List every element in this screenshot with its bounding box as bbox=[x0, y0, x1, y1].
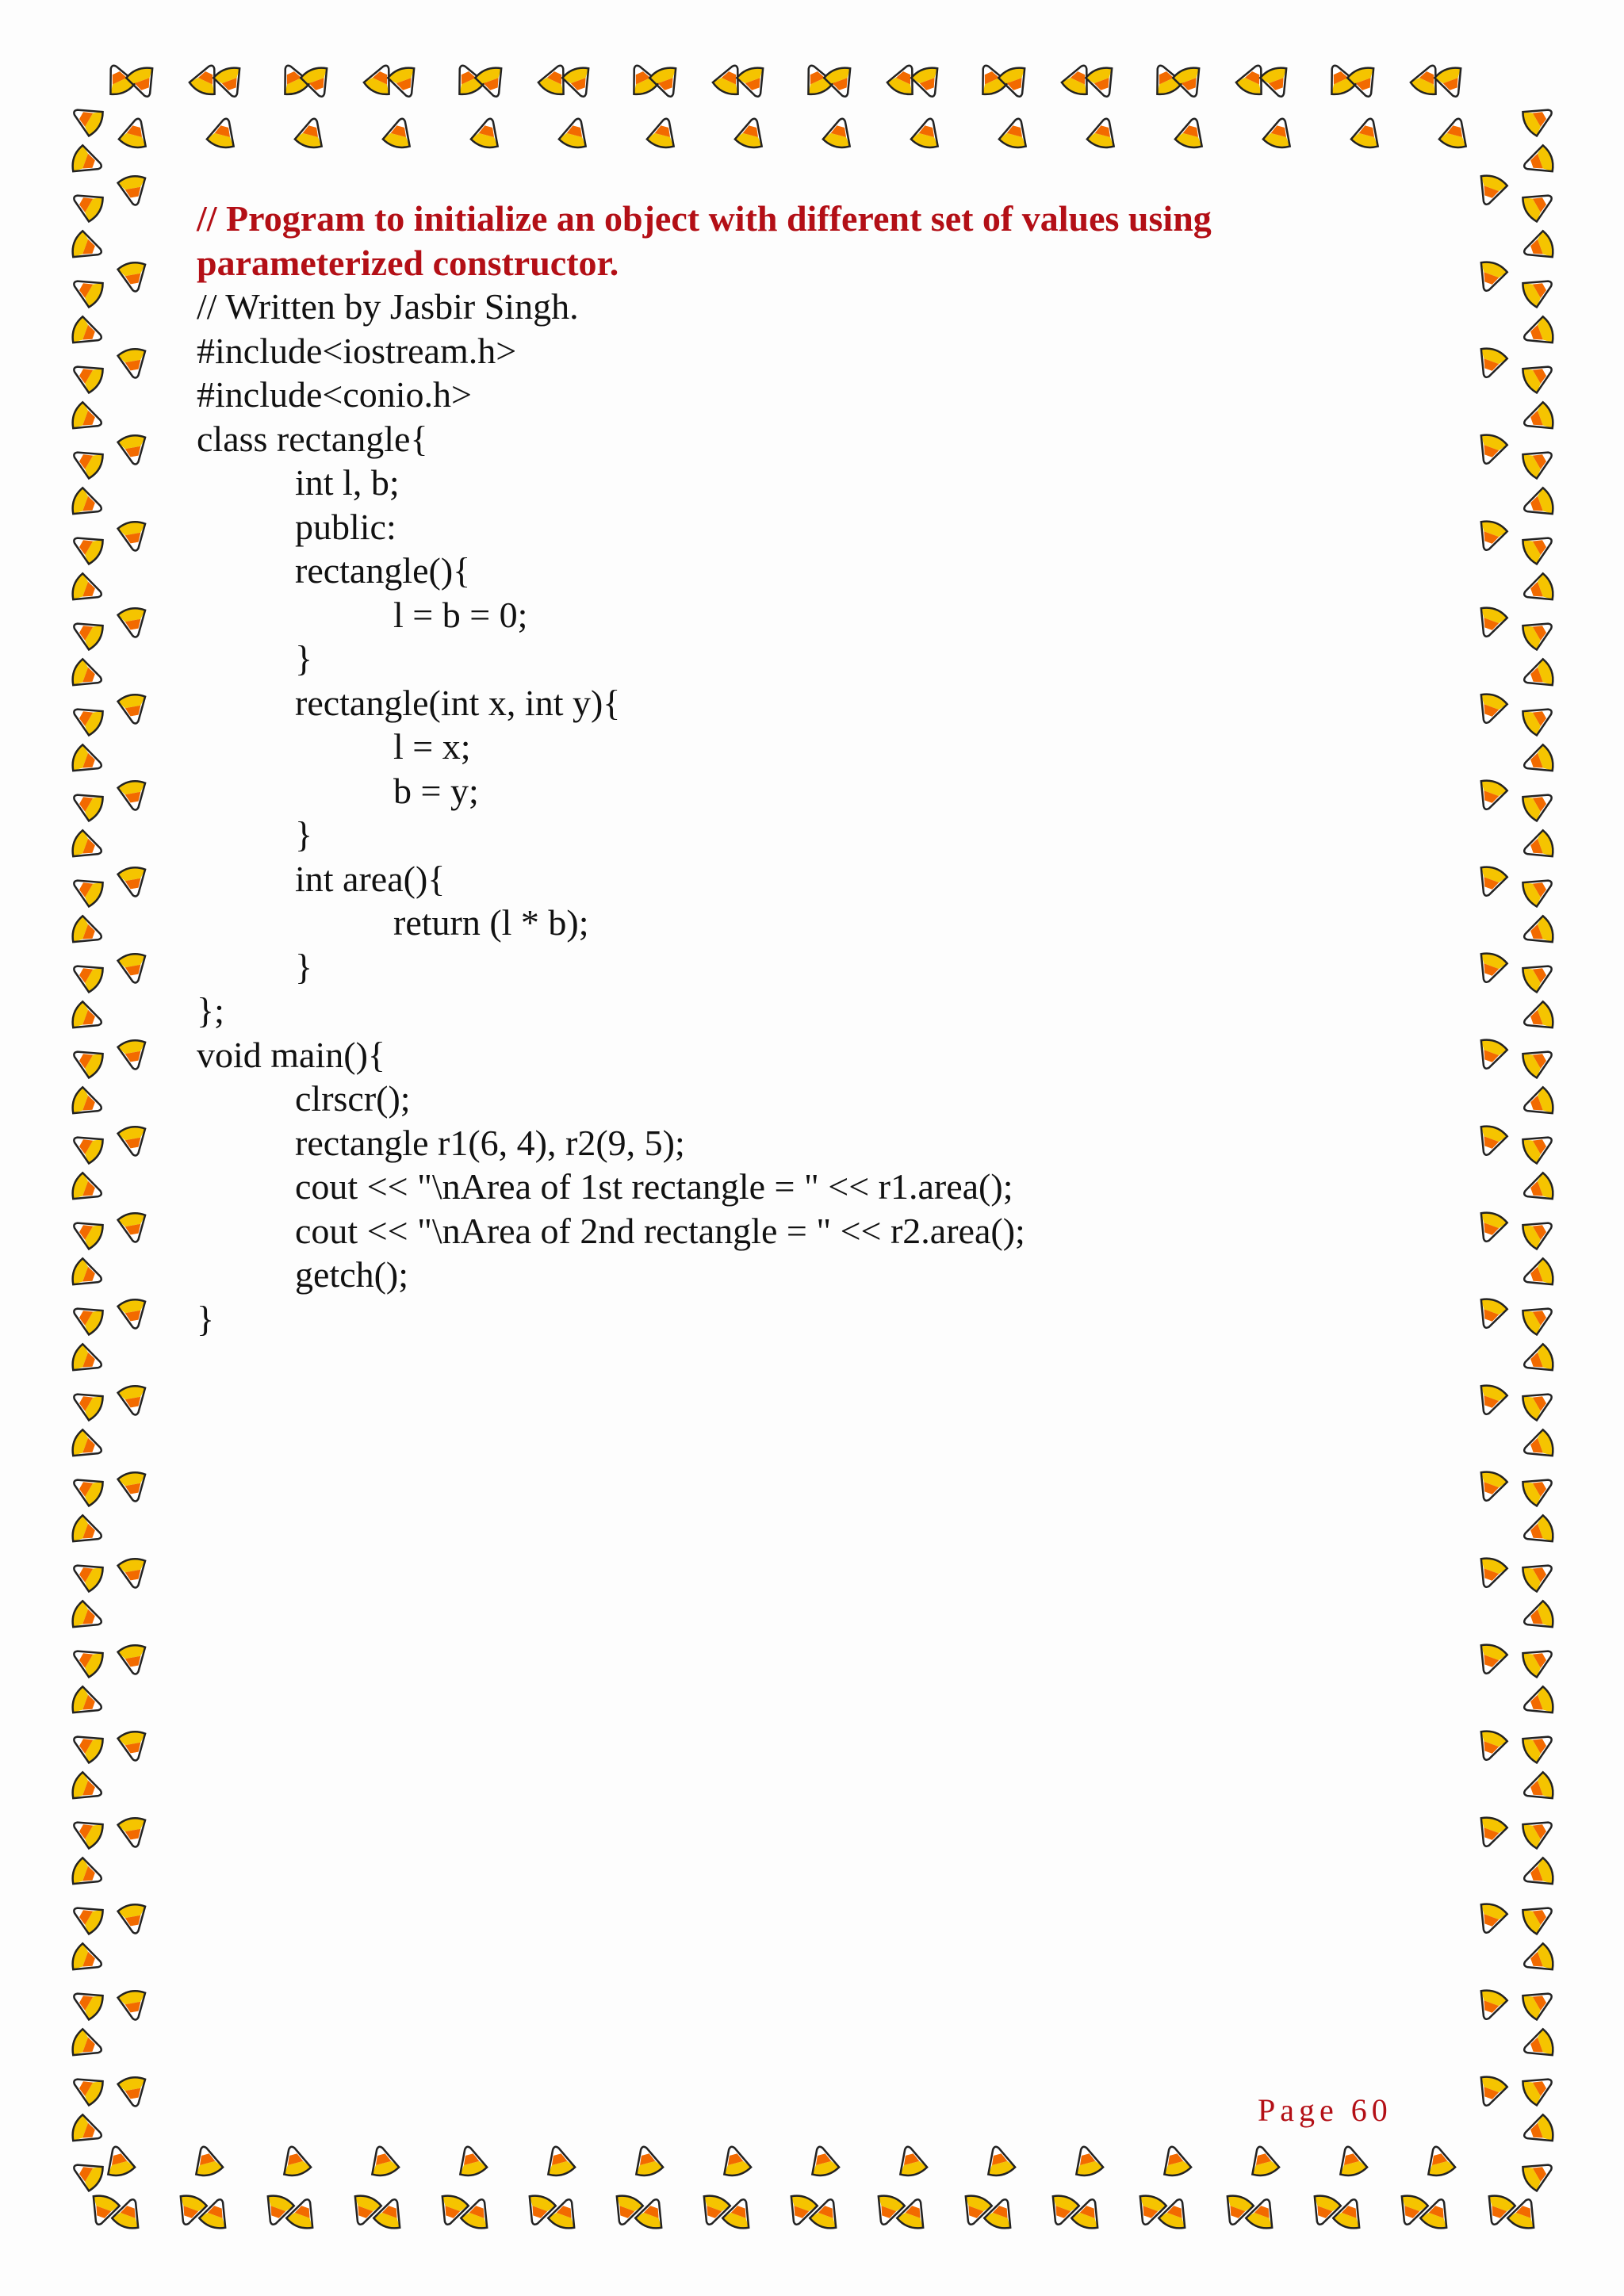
candy-corn-icon bbox=[1519, 1383, 1558, 1422]
candy-corn-icon bbox=[1132, 2193, 1167, 2229]
candy-corn-icon bbox=[1519, 1771, 1556, 1807]
candy-corn-icon bbox=[894, 2143, 928, 2178]
candy-corn-icon bbox=[1172, 65, 1208, 101]
candy-corn-icon bbox=[896, 2195, 932, 2231]
candy-corn-icon bbox=[1473, 1556, 1508, 1592]
candy-corn-icon bbox=[70, 144, 106, 180]
candy-corn-icon bbox=[70, 1942, 106, 1978]
candy-corn-icon bbox=[117, 779, 150, 813]
candy-corn-icon bbox=[1519, 2114, 1556, 2149]
candy-corn-icon bbox=[117, 1211, 150, 1245]
candy-corn-icon bbox=[1473, 432, 1508, 469]
candy-corn-icon bbox=[1519, 1857, 1556, 1892]
candy-corn-icon bbox=[117, 174, 150, 208]
candy-corn-icon bbox=[983, 2195, 1019, 2231]
candy-corn-icon bbox=[1332, 2195, 1368, 2231]
candy-corn-icon bbox=[117, 1989, 150, 2022]
candy-corn-icon bbox=[1473, 1728, 1508, 1765]
candy-corn-icon bbox=[117, 1816, 150, 1850]
candy-corn-icon bbox=[117, 1557, 150, 1590]
candy-corn-icon bbox=[1422, 2143, 1456, 2178]
candy-corn-icon bbox=[117, 1644, 150, 1677]
candy-corn-icon bbox=[822, 115, 856, 150]
candy-corn-icon bbox=[1519, 1600, 1556, 1636]
candy-corn-icon bbox=[387, 65, 423, 101]
candy-corn-icon bbox=[1071, 2195, 1106, 2231]
candy-corn-icon bbox=[1519, 744, 1556, 779]
code-line: cout << "\nArea of 2nd rectangle = " << r2.area(); bbox=[295, 1210, 1025, 1251]
candy-corn-icon bbox=[347, 2193, 382, 2229]
candy-corn-icon bbox=[67, 1298, 106, 1336]
candy-corn-icon bbox=[67, 1041, 106, 1079]
candy-corn-icon bbox=[67, 698, 106, 737]
candy-corn-icon bbox=[470, 115, 504, 150]
candy-corn-icon bbox=[1519, 1298, 1558, 1336]
candy-corn-icon bbox=[998, 115, 1032, 150]
candy-corn-icon bbox=[1519, 2068, 1558, 2107]
candy-corn-icon bbox=[474, 65, 510, 101]
code-line: int l, b; bbox=[295, 462, 400, 503]
candy-corn-icon bbox=[1519, 2154, 1558, 2192]
candy-corn-icon bbox=[1519, 356, 1558, 394]
candy-corn-icon bbox=[300, 65, 335, 101]
candy-corn-icon bbox=[67, 527, 106, 565]
page-content bbox=[197, 197, 1434, 1341]
candy-corn-icon bbox=[70, 1514, 106, 1550]
candy-corn-icon bbox=[67, 2154, 106, 2192]
candy-corn-icon bbox=[1473, 1210, 1508, 1246]
candy-corn-icon bbox=[67, 1212, 106, 1250]
candy-corn-icon bbox=[1519, 915, 1556, 951]
code-line: }; bbox=[197, 990, 224, 1031]
candy-corn-icon bbox=[1473, 691, 1508, 728]
candy-corn-icon bbox=[1158, 2195, 1193, 2231]
candy-corn-icon bbox=[1519, 1086, 1556, 1122]
candy-corn-icon bbox=[70, 572, 106, 608]
candy-corn-icon bbox=[70, 1686, 106, 1721]
candy-corn-icon bbox=[1473, 1037, 1508, 1073]
candy-corn-icon bbox=[117, 1039, 150, 1072]
candy-corn-icon bbox=[1259, 65, 1295, 101]
candy-corn-icon bbox=[1519, 487, 1556, 522]
candy-corn-icon bbox=[70, 1429, 106, 1464]
code-block bbox=[197, 285, 1434, 1341]
candy-corn-icon bbox=[1519, 1812, 1558, 1850]
candy-corn-icon bbox=[70, 1257, 106, 1293]
candy-corn-icon bbox=[1438, 115, 1473, 150]
candy-corn-icon bbox=[67, 1555, 106, 1593]
candy-corn-icon bbox=[294, 115, 328, 150]
candy-corn-icon bbox=[1519, 316, 1556, 351]
candy-corn-icon bbox=[1346, 65, 1382, 101]
candy-corn-icon bbox=[1519, 1257, 1556, 1293]
candy-corn-icon bbox=[67, 1812, 106, 1850]
candy-corn-icon bbox=[1473, 1469, 1508, 1506]
candy-corn-icon bbox=[67, 1469, 106, 1507]
candy-corn-icon bbox=[70, 1771, 106, 1807]
candy-corn-icon bbox=[70, 2114, 106, 2149]
candy-corn-icon bbox=[67, 784, 106, 822]
candy-corn-icon bbox=[1519, 870, 1558, 908]
candy-corn-icon bbox=[806, 2143, 840, 2178]
candy-corn-icon bbox=[1219, 2193, 1254, 2229]
code-line: l = b = 0; bbox=[393, 594, 528, 635]
candy-corn-icon bbox=[1085, 65, 1120, 101]
candy-corn-icon bbox=[998, 65, 1033, 101]
candy-corn-icon bbox=[809, 2195, 845, 2231]
candy-corn-icon bbox=[70, 1600, 106, 1636]
candy-corn-icon bbox=[1473, 1123, 1508, 1160]
candy-corn-icon bbox=[67, 613, 106, 651]
candy-corn-icon bbox=[118, 115, 152, 150]
candy-corn-icon bbox=[1174, 115, 1208, 150]
code-line: void main(){ bbox=[197, 1034, 385, 1075]
candy-corn-icon bbox=[561, 65, 597, 101]
candy-corn-icon bbox=[67, 1897, 106, 1935]
candy-corn-icon bbox=[1519, 185, 1558, 223]
candy-corn-icon bbox=[278, 2143, 312, 2178]
candy-corn-icon bbox=[1070, 2143, 1104, 2178]
candy-corn-icon bbox=[1519, 613, 1558, 651]
candy-corn-icon bbox=[1519, 1212, 1558, 1250]
candy-corn-icon bbox=[1519, 572, 1556, 608]
candy-corn-icon bbox=[1434, 65, 1469, 101]
candy-corn-icon bbox=[1519, 99, 1558, 137]
candy-corn-icon bbox=[67, 99, 106, 137]
candy-corn-icon bbox=[634, 2195, 670, 2231]
code-line: #include<iostream.h> bbox=[197, 330, 517, 371]
code-line: } bbox=[295, 814, 313, 855]
code-line: getch(); bbox=[295, 1254, 409, 1295]
candy-corn-icon bbox=[1473, 864, 1508, 901]
candy-corn-icon bbox=[783, 2193, 818, 2229]
candy-corn-icon bbox=[1473, 951, 1508, 987]
candy-corn-icon bbox=[870, 2193, 906, 2229]
candy-corn-icon bbox=[1519, 1041, 1558, 1079]
candy-corn-icon bbox=[910, 65, 946, 101]
candy-corn-icon bbox=[1393, 2193, 1429, 2229]
candy-corn-icon bbox=[67, 1983, 106, 2021]
candy-corn-icon bbox=[1519, 144, 1556, 180]
candy-corn-icon bbox=[1473, 1383, 1508, 1419]
candy-corn-icon bbox=[547, 2195, 583, 2231]
candy-corn-icon bbox=[454, 2143, 488, 2178]
candy-corn-icon bbox=[1480, 2193, 1516, 2229]
candy-corn-icon bbox=[722, 2195, 757, 2231]
candy-corn-icon bbox=[608, 2193, 644, 2229]
candy-corn-icon bbox=[117, 1125, 150, 1158]
candy-corn-icon bbox=[646, 115, 680, 150]
program-heading: // Program to initialize an object with different set of values using parameterized constructor. bbox=[197, 198, 1212, 283]
candy-corn-icon bbox=[1473, 778, 1508, 814]
candy-corn-icon bbox=[117, 261, 150, 294]
candy-corn-icon bbox=[117, 1298, 150, 1331]
code-line: rectangle(){ bbox=[295, 550, 471, 591]
candy-corn-icon bbox=[67, 185, 106, 223]
code-line: clrscr(); bbox=[295, 1078, 411, 1119]
candy-corn-icon bbox=[982, 2143, 1016, 2178]
candy-corn-icon bbox=[70, 401, 106, 437]
candy-corn-icon bbox=[70, 1172, 106, 1207]
candy-corn-icon bbox=[67, 1383, 106, 1422]
candy-corn-icon bbox=[1473, 1815, 1508, 1851]
candy-corn-icon bbox=[85, 2193, 121, 2229]
candy-corn-icon bbox=[70, 915, 106, 951]
candy-corn-icon bbox=[1519, 1343, 1556, 1379]
candy-corn-icon bbox=[1158, 2143, 1192, 2178]
candy-corn-icon bbox=[190, 2143, 224, 2178]
candy-corn-icon bbox=[1473, 1988, 1508, 2024]
candy-corn-icon bbox=[1519, 527, 1558, 565]
candy-corn-icon bbox=[1519, 784, 1558, 822]
candy-corn-icon bbox=[117, 607, 150, 640]
candy-corn-icon bbox=[70, 316, 106, 351]
candy-corn-icon bbox=[125, 65, 161, 101]
candy-corn-icon bbox=[117, 1471, 150, 1504]
candy-corn-icon bbox=[1473, 346, 1508, 382]
candy-corn-icon bbox=[1519, 1514, 1556, 1550]
code-line: rectangle r1(6, 4), r2(9, 5); bbox=[295, 1122, 685, 1163]
candy-corn-icon bbox=[70, 1857, 106, 1892]
code-line: b = y; bbox=[393, 770, 479, 811]
candy-corn-icon bbox=[695, 2193, 731, 2229]
candy-corn-icon bbox=[736, 65, 772, 101]
candy-corn-icon bbox=[70, 230, 106, 266]
candy-corn-icon bbox=[630, 2143, 664, 2178]
candy-corn-icon bbox=[1086, 115, 1120, 150]
candy-corn-icon bbox=[1519, 1127, 1558, 1165]
candy-corn-icon bbox=[1246, 2143, 1280, 2178]
candy-corn-icon bbox=[1245, 2195, 1281, 2231]
candy-corn-icon bbox=[117, 347, 150, 381]
candy-corn-icon bbox=[67, 442, 106, 480]
code-line: } bbox=[197, 1298, 215, 1339]
candy-corn-icon bbox=[1519, 1001, 1556, 1036]
candy-corn-icon bbox=[1473, 1296, 1508, 1333]
candy-corn-icon bbox=[67, 955, 106, 993]
candy-corn-icon bbox=[206, 115, 240, 150]
candy-corn-icon bbox=[1262, 115, 1297, 150]
candy-corn-icon bbox=[382, 115, 416, 150]
candy-corn-icon bbox=[1519, 658, 1556, 694]
candy-corn-icon bbox=[1519, 698, 1558, 737]
candy-corn-icon bbox=[823, 65, 859, 101]
candy-corn-icon bbox=[117, 866, 150, 899]
candy-corn-icon bbox=[1519, 2028, 1556, 2064]
candy-corn-icon bbox=[460, 2195, 496, 2231]
candy-corn-icon bbox=[67, 1127, 106, 1165]
candy-corn-icon bbox=[1519, 1555, 1558, 1593]
candy-corn-icon bbox=[649, 65, 684, 101]
code-line: } bbox=[295, 946, 313, 987]
candy-corn-icon bbox=[910, 115, 944, 150]
candy-corn-icon bbox=[521, 2193, 557, 2229]
candy-corn-icon bbox=[1419, 2195, 1455, 2231]
candy-corn-icon bbox=[1350, 115, 1385, 150]
candy-corn-icon bbox=[198, 2195, 234, 2231]
code-line: #include<conio.h> bbox=[197, 374, 472, 415]
candy-corn-icon bbox=[117, 1903, 150, 1936]
candy-corn-icon bbox=[111, 2195, 147, 2231]
candy-corn-icon bbox=[1519, 401, 1556, 437]
candy-corn-icon bbox=[1519, 1429, 1556, 1464]
candy-corn-icon bbox=[1519, 1686, 1556, 1721]
candy-corn-icon bbox=[1519, 442, 1558, 480]
candy-corn-icon bbox=[1519, 829, 1556, 865]
candy-corn-icon bbox=[1519, 270, 1558, 308]
candy-corn-icon bbox=[117, 434, 150, 467]
candy-corn-icon bbox=[1519, 1942, 1556, 1978]
candy-corn-icon bbox=[1519, 1726, 1558, 1764]
candy-corn-icon bbox=[67, 1726, 106, 1764]
candy-corn-icon bbox=[1519, 230, 1556, 266]
candy-corn-icon bbox=[366, 2143, 400, 2178]
candy-corn-icon bbox=[67, 1640, 106, 1678]
candy-corn-icon bbox=[957, 2193, 993, 2229]
candy-corn-icon bbox=[259, 2193, 295, 2229]
code-line: class rectangle{ bbox=[197, 418, 428, 459]
candy-corn-icon bbox=[1306, 2193, 1342, 2229]
candy-corn-icon bbox=[102, 2143, 136, 2178]
candy-corn-icon bbox=[213, 65, 248, 101]
code-line: public: bbox=[295, 506, 396, 547]
candy-corn-icon bbox=[117, 693, 150, 726]
candy-corn-icon bbox=[70, 487, 106, 522]
candy-corn-icon bbox=[172, 2193, 208, 2229]
candy-corn-icon bbox=[373, 2195, 408, 2231]
code-line: cout << "\nArea of 1st rectangle = " << r1.area(); bbox=[295, 1166, 1013, 1207]
page-number: Page 60 bbox=[1258, 2092, 1392, 2128]
code-line: rectangle(int x, int y){ bbox=[295, 682, 621, 723]
candy-corn-icon bbox=[117, 1730, 150, 1763]
candy-corn-icon bbox=[1519, 1640, 1558, 1678]
candy-corn-icon bbox=[67, 356, 106, 394]
candy-corn-icon bbox=[70, 1086, 106, 1122]
candy-corn-icon bbox=[70, 2028, 106, 2064]
code-line: l = x; bbox=[393, 726, 471, 767]
candy-corn-icon bbox=[1473, 519, 1508, 555]
candy-corn-icon bbox=[117, 2076, 150, 2109]
candy-corn-icon bbox=[1519, 1983, 1558, 2021]
candy-corn-icon bbox=[70, 744, 106, 779]
candy-corn-icon bbox=[1473, 259, 1508, 296]
candy-corn-icon bbox=[70, 658, 106, 694]
candy-corn-icon bbox=[1519, 955, 1558, 993]
candy-corn-icon bbox=[1334, 2143, 1368, 2178]
candy-corn-icon bbox=[67, 2068, 106, 2107]
candy-corn-icon bbox=[434, 2193, 469, 2229]
candy-corn-icon bbox=[1044, 2193, 1080, 2229]
candy-corn-icon bbox=[285, 2195, 321, 2231]
candy-corn-icon bbox=[718, 2143, 752, 2178]
code-line: } bbox=[295, 638, 313, 679]
candy-corn-icon bbox=[117, 520, 150, 553]
candy-corn-icon bbox=[70, 1343, 106, 1379]
candy-corn-icon bbox=[70, 829, 106, 865]
candy-corn-icon bbox=[1507, 2195, 1542, 2231]
code-line: return (l * b); bbox=[393, 902, 589, 943]
candy-corn-icon bbox=[67, 870, 106, 908]
candy-corn-icon bbox=[70, 1001, 106, 1036]
candy-corn-icon bbox=[1519, 1897, 1558, 1935]
candy-corn-icon bbox=[1473, 1901, 1508, 1938]
candy-corn-icon bbox=[117, 952, 150, 985]
code-line: // Written by Jasbir Singh. bbox=[197, 286, 579, 327]
candy-corn-icon bbox=[117, 1384, 150, 1418]
candy-corn-icon bbox=[1473, 2074, 1508, 2110]
candy-corn-icon bbox=[67, 270, 106, 308]
candy-corn-icon bbox=[542, 2143, 576, 2178]
candy-corn-icon bbox=[558, 115, 592, 150]
candy-corn-icon bbox=[1519, 1172, 1556, 1207]
code-line: int area(){ bbox=[295, 858, 446, 899]
candy-corn-icon bbox=[1519, 1469, 1558, 1507]
candy-corn-icon bbox=[1473, 173, 1508, 209]
candy-corn-icon bbox=[1473, 605, 1508, 641]
candy-corn-icon bbox=[734, 115, 768, 150]
candy-corn-icon bbox=[1473, 1642, 1508, 1678]
